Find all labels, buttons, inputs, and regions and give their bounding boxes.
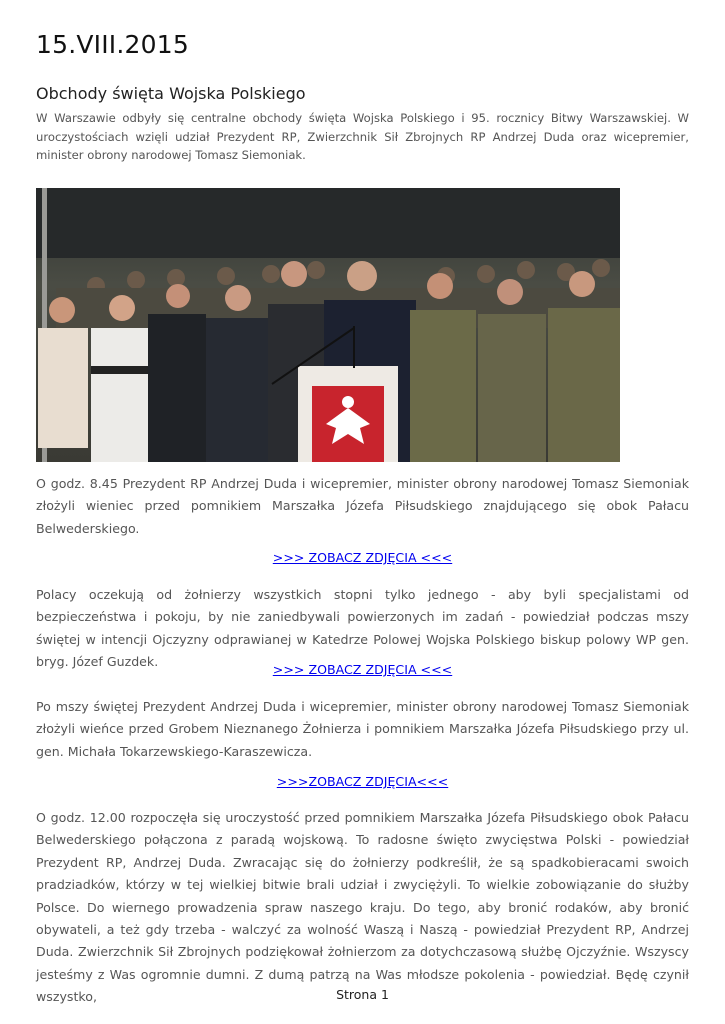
- photo-link-row-3: [36, 774, 689, 789]
- article-paragraph-4: O godz. 12.00 rozpoczęła się uroczystość przed pomnikiem Marszałka Józefa Piłsudskiego obok Pałacu Belwederskiego połączona z paradą wojskową. To radosne święto zwycięstwa Polski - powiedział Prezydent RP, Andrzej Duda. Zwracając się do żołnierzy podkreślił, że są spadkobieracami swoich pradziadków, którzy w tej wielkiej bitwie brali udział i zwyciężyli. To wielkie zobowiązanie do służby Polsce. Do wiernego prowadzenia spraw naszego kraju. Do tego, aby bronić rodaków, aby bronić obywateli, a też gdy trzeba - walczyć za wolność Waszą i Naszą - powiedział Prezydent RP, Andrzej Duda. Zwierzchnik Sił Zbrojnych podziękował żołnierzom za dotychczasową służbę Ojczyźnie. Wszyscy jesteśmy z Was ogromnie dumni. Z dumą patrzą na Was młodsze pokolenia - powiedział. Będę czynił wszystko,: [36, 810, 689, 1005]
- article-paragraph-2: Polacy oczekują od żołnierzy wszystkich stopni tylko jednego - aby byli specjalistami od bezpieczeństwa i pokoju, by nie zaniedbywali powierzonych im zadań - powiedział podczas mszy świętej w intencji Ojczyzny odprawianej w Katedrze Polowej Wojska Polskiego biskup polowy WP gen. bryg. Józef Guzdek.: [36, 587, 689, 670]
- photo-link-row-2: [36, 662, 689, 677]
- article-paragraph-1: O godz. 8.45 Prezydent RP Andrzej Duda i wicepremier, minister obrony narodowej Tomasz Siemoniak złożyli wieniec przed pomnikiem Marszałka Józefa Piłsudskiego znajdującego się obok Pałacu Belwederskiego.: [36, 476, 689, 536]
- article-lead: W Warszawie odbyły się centralne obchody święta Wojska Polskiego i 95. rocznicy Bitwy Warszawskiej. W uroczystościach wzięli udział Prezydent RP, Zwierzchnik Sił Zbrojnych RP Andrzej Duda oraz wicepremier, minister obrony narodowej Tomasz Siemoniak.: [36, 111, 689, 162]
- article-date: 15.VIII.2015: [36, 30, 189, 59]
- article-headline: Obchody święta Wojska Polskiego: [36, 84, 306, 103]
- ceremony-photo: [36, 188, 620, 462]
- page-number: Strona 1: [336, 987, 389, 1002]
- photo-link-row-1: [36, 550, 689, 565]
- see-photos-link-3[interactable]: >>>ZOBACZ ZDJĘCIA<<<: [276, 774, 449, 789]
- article-paragraph-3: Po mszy świętej Prezydent Andrzej Duda i wicepremier, minister obrony narodowej Tomasz Siemoniak złożyli wieńce przed Grobem Nieznanego Żołnierza i pomnikiem Marszałka Józefa Piłsudskiego przy ul. gen. Michała Tokarzewskiego-Karaszewicza.: [36, 699, 689, 759]
- see-photos-link-2[interactable]: >>> ZOBACZ ZDJĘCIA <<<: [272, 662, 453, 677]
- see-photos-link-1[interactable]: >>> ZOBACZ ZDJĘCIA <<<: [272, 550, 453, 565]
